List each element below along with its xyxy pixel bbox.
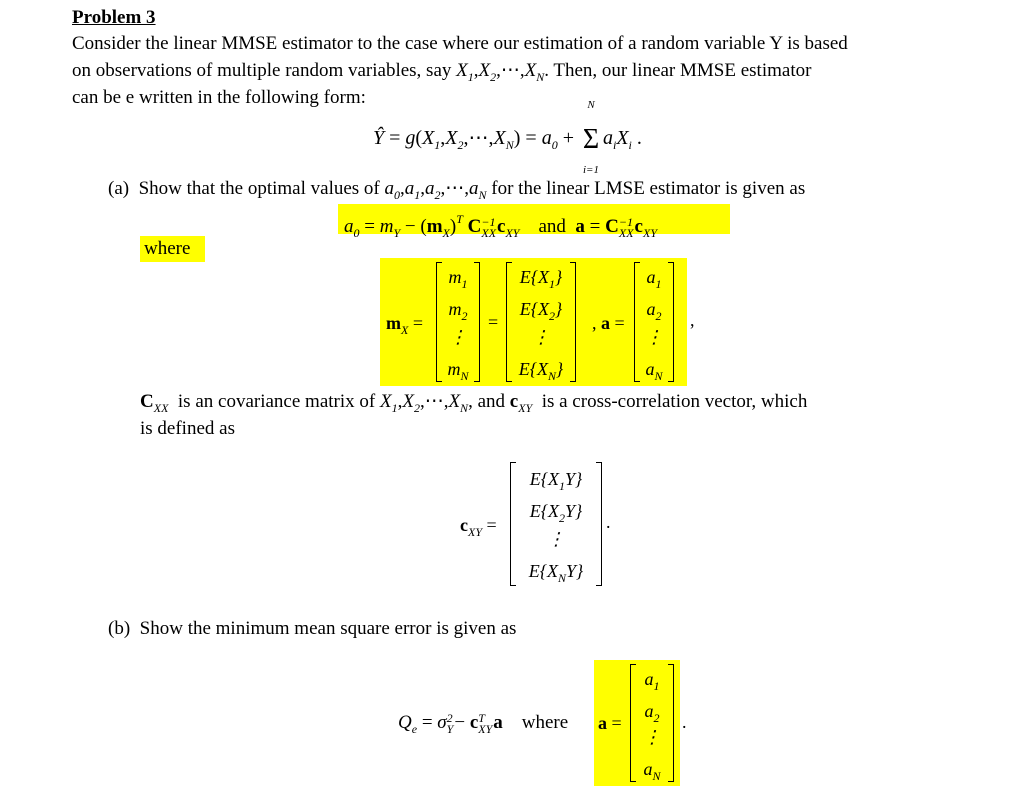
where-label: where	[140, 236, 205, 262]
defined-as-text: is defined as	[140, 418, 235, 439]
E-entry-N: $E\{X_N\}$	[518, 359, 564, 383]
intro-line-2: on observations of multiple random variables, say $X_1,X_2,\cdots,X_N$. Then, our linear MMSE estimator	[72, 60, 812, 84]
intro-line-1: Consider the linear MMSE estimator to the case where our estimation of a random variable Y is based	[72, 33, 848, 54]
pb-a-entry-dots: ⋮	[643, 727, 661, 747]
equals-sign: =	[488, 312, 499, 332]
trailing-period: .	[606, 512, 611, 532]
mX-entry-N: $m_N$	[447, 359, 469, 383]
cXY-label: $c_{XY}$ =	[460, 515, 497, 539]
E-entry-dots: ⋮	[532, 327, 550, 347]
E-entry-1: $E\{X_1\}$	[519, 267, 563, 291]
mX-label: $m_X$ =	[386, 313, 423, 337]
expectation-vector	[506, 262, 576, 382]
pb-a-entry-1: $a_1$	[644, 669, 660, 693]
optimal-solution-formula: $a_0 = m_Y - (m_X)^T$ C −1 XX $c_{XY}$ and a = C −1 XX $c_{XY}$	[338, 204, 730, 234]
part-b-a-label: a =	[598, 713, 622, 733]
part-b-statement: (b) Show the minimum mean square error is given as	[108, 618, 517, 639]
cXY-entry-N: $E\{X_NY\}$	[528, 561, 584, 585]
estimator-equation: Ŷ = $g(X_1,X_2,\cdots,X_N) = a_0 + \Sigma$ N i=1 $a_iX_i$ .	[373, 99, 642, 176]
summation-symbol: Σ N i=1	[582, 99, 600, 176]
mX-vector	[436, 262, 480, 382]
a-entry-N: $a_N$	[645, 359, 663, 383]
cXY-entry-2: $E\{X_2Y\}$	[529, 501, 583, 525]
cXY-entry-1: $E\{X_1Y\}$	[529, 469, 583, 493]
a-label: , a =	[592, 313, 625, 333]
covariance-description: $C_{XX}$ is an covariance matrix of $X_1,X_2,\cdots,X_N$, and $c_{XY}$ is a cross-correlation vector, which	[140, 391, 808, 415]
E-entry-2: $E\{X_2\}$	[519, 299, 563, 323]
mmse-formula: $Q_e = \sigma$ 2 Y − c T XY a where	[398, 710, 569, 736]
trailing-comma: ,	[690, 310, 695, 330]
mX-entry-2: $m_2$	[448, 299, 468, 323]
part-a-statement: (a) Show that the optimal values of $a_0,a_1,a_2,\cdots,a_N$ for the linear LMSE estimator is given as	[108, 178, 806, 202]
mX-entry-1: $m_1$	[448, 267, 468, 291]
cXY-vector	[510, 462, 602, 586]
cXY-entry-dots: ⋮	[547, 529, 565, 549]
a-entry-1: $a_1$	[646, 267, 662, 291]
part-b-a-vector	[630, 664, 674, 782]
a-entry-2: $a_2$	[646, 299, 662, 323]
part-b-period: .	[682, 712, 687, 732]
pb-a-entry-2: $a_2$	[644, 701, 660, 725]
pb-a-entry-N: $a_N$	[643, 759, 661, 783]
problem-heading: Problem 3	[72, 7, 156, 28]
vectors-block	[380, 258, 687, 386]
a-vector	[634, 262, 674, 382]
part-b-a-vector-block	[594, 660, 680, 786]
a-entry-dots: ⋮	[645, 327, 663, 347]
intro-line-3: can be e written in the following form:	[72, 87, 366, 108]
mX-entry-dots: ⋮	[449, 327, 467, 347]
